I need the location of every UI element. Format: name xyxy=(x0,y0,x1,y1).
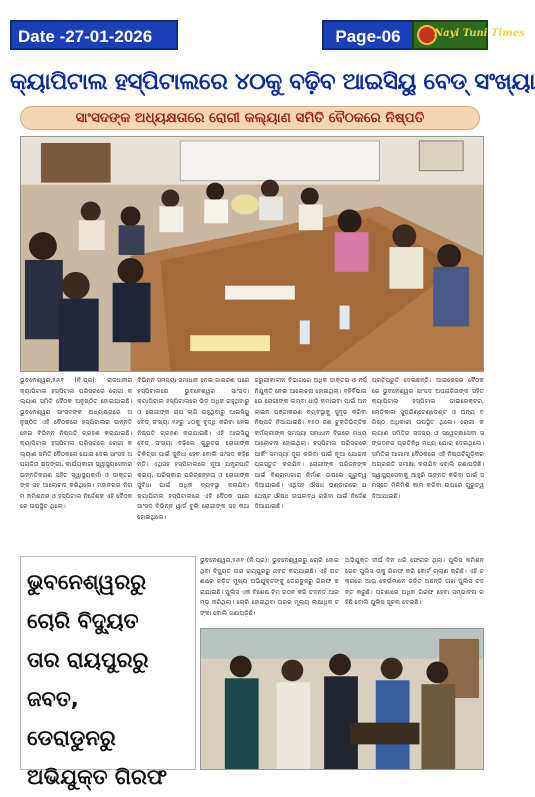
meeting-photo xyxy=(20,136,484,372)
article-column-1: ଭୁବନେଶ୍ୱର,୨୬ା୧ (ନି.ପ୍ର): ରାଜଧାନୀର କ୍ୟାପିଟାଲ ହସ୍ପିଟାଲ ପରିସରରେ ରୋଗୀ କଲ୍ୟାଣ ସମିତି ବୈଠକ ଅନୁଷ୍ଠିତ ହୋଇଯାଇଛି। ଭୁବନେଶ୍ୱର ସାଂସଦଙ୍କ ଅଧ୍ୟକ୍ଷତାରେ ଅନୁଷ୍ଠିତ ଏହି ବୈଠକରେ ହସ୍ପିଟାଲର ଉନ୍ନତି ନେଇ ବିଭିନ୍ନ ନିଷ୍ପତି ଗ୍ରହଣ କରାଯାଇଛି। କ୍ୟାପିଟାଲ ହସ୍ପିଟାଲ ପରିସରରେ ରୋଗୀ କଲ୍ୟାଣ ସମିତି ବୈଠକରେ ଯୋଗ ଦେଇ ସାଂସଦ ଅପରାଜିତା ଷଡ଼ଙ୍ଗୀ, କାର୍ଯ୍ୟକାରୀ ସ୍ୱାସ୍ଥ୍ୟସେବାର ଉନ୍ନତିକରଣ ସହିତ ସ୍ୱାସ୍ଥ୍ୟକର୍ମୀ ଓ ଡାକ୍ତରଙ୍କ ସହ ଆଲୋଚନା କରିଥିଲେ। ମହାନଗର ନିଗମ କମିଶନର ଓ ହସ୍ପିଟାଲ ନିର୍ଦ୍ଦେଶକ ଏହି ବୈଠକରେ ଉପସ୍ଥିତ ଥିଲେ। xyxy=(20,377,133,510)
second-headline-line-4: ଜବତ, xyxy=(27,687,79,711)
second-headline-line-2: ଚୋରି ବିଦ୍ୟୁତ xyxy=(27,609,139,633)
second-headline-line-5: ଡେରାଡୁନରୁ xyxy=(27,726,116,750)
article-column-4: ପ୍ରତିପ୍ରୁତି ଦେଇଛନ୍ତି। ଆଇକେସର ବୈଠକରେ ଭୁବନେଶ୍ୱର ସାଂସଦ ଅପରାଜିତାଙ୍କ ସହିତ କ୍ୟାପିଟାଲ ହସ୍ପିଟାଲ ଡାଇରେକ୍ଟର, ମେଡ଼ିକାଲ ସୁପରିଣ୍ଟେଣ୍ଡେଣ୍ଟ ଓ ଅନ୍ୟ ବରିଷ୍ଠ ଅଧିକାରୀ ଉପସ୍ଥିତ ଥିଲେ। ରୋଗୀ କଲ୍ୟାଣ ସମିତିର ସଦସ୍ୟ ଓ ସ୍ୱେଚ୍ଛାସେବୀ ସଙ୍ଗଠନର ପ୍ରତିନିଧି ମଧ୍ୟ ଯୋଗ ଦେଇଥିଲେ। ସମିତିର ଆଗାମୀ ବୈଠକରେ ଏହି ନିଷ୍ପତିଗୁଡ଼ିକର ଅଗ୍ରଗତି ସମୀକ୍ଷା କରାଯିବ ବୋଲି ଜଣାପଡ଼ିଛି। ସ୍ୱାସ୍ଥ୍ୟସେବାକୁ ଆହୁରି ଉନ୍ନତ କରିବା ପାଇଁ ସମସ୍ତେ ମିଳିମିଶି କାମ କରିବା ଉପରେ ଗୁରୁତ୍ୱ ଦିଆଯାଇଛି। xyxy=(371,377,484,500)
second-article-column-1: ଭୁବନେଶ୍ୱର,୨୬ା୧ (ନି.ପ୍ର): ଭୁବନେଶ୍ୱରରୁ ଚୋରି ହୋଇଥିବା ବିଦ୍ୟୁତ ତାର ରାୟପୁରରୁ ଜବତ କରାଯାଇଛି। ଏହି ଘଟଣାରେ ଜଡ଼ିତ ମୁଖ୍ୟ ଅଭିଯୁକ୍ତଙ୍କୁ ଡେରାଡୁନରୁ ଗିରଫ କରାଯାଇଛି। ପୁଲିସ ଏକ ବିଶେଷ ଟିମ ଗଠନ କରି ତଦନ୍ତ ଆରମ୍ଭ କରିଥିଲା। ଚୋରି ହୋଇଥିବା ତାରର ମୂଲ୍ୟ ଲକ୍ଷାଧିକ ଟଙ୍କା ବୋଲି ଜଣାପଡ଼ିଛି। xyxy=(200,557,339,617)
article-column-3: ଜରୁରୀକାଳୀନ ବିଭାଗରେ ଅଧିକ ଡାକ୍ତର ଓ ନର୍ସ ନିଯୁକ୍ତି ନେଇ ଆଲୋଚନା ହୋଇଥିଲା। ବହିର୍ବିଭାଗରେ ରୋଗୀଙ୍କ ଲମ୍ବା ଧାଡ଼ି କମାଇବା ପାଇଁ ଅନଲାଇନ ପଞ୍ଜୀକରଣ ବ୍ୟବସ୍ଥାକୁ ସୁଦୃଢ଼ କରିବା ନିଷ୍ପତି ନିଆଯାଇଛି। ୧୫୦ ଜଣ ଚୁକ୍ତିଭିତ୍ତିକ କର୍ମଚାରୀଙ୍କ ସମସ୍ୟା ସମାଧାନ ଦିଗରେ ମଧ୍ୟ ଆଲୋଚନା ହୋଇଥିଲା। ହସ୍ପିଟାଲ ପରିସରରେ ପାର୍କିଂ ସମସ୍ୟା ଦୂର କରିବା ପାଇଁ ନୂଆ ଯୋଜନା ପ୍ରସ୍ତୁତ କରାଯିବ। ରୋଗୀଙ୍କ ପରିଜନଙ୍କ ପାଇଁ ବିଶ୍ରାମାଗାର ନିର୍ମାଣ ଉପରେ ଗୁରୁତ୍ୱ ଦିଆଯାଇଛି। ଏଥିସହ ଔଷଧ ଭଣ୍ଡାରରେ ଯଥେଷ୍ଟ ଔଷଧ ଉପଲବ୍ଧ ରଖିବା ପାଇଁ ନିର୍ଦ୍ଦେଶ ଦିଆଯାଇଛି। xyxy=(254,377,367,510)
arrest-photo xyxy=(200,628,484,770)
second-headline-line-3: ତାର ରାୟପୁରରୁ xyxy=(27,648,149,672)
main-article-body xyxy=(20,376,484,548)
newspaper-logo xyxy=(412,20,525,50)
date-label: Date -27-01-2026 xyxy=(10,20,178,50)
main-subheadline: ସାଂସଦଙ୍କ ଅଧ୍ୟକ୍ଷତାରେ ରୋଗୀ କଲ୍ୟାଣ ସମିତି ବୈଠକରେ ନିଷ୍ପତି xyxy=(20,106,480,130)
second-headline-line-6: ଅଭିଯୁକ୍ତ ଗିରଫ xyxy=(27,765,168,789)
masthead xyxy=(10,20,525,50)
second-article-body xyxy=(200,556,484,626)
second-article-column-2: ଅଭିଯୁକ୍ତ ଦୀର୍ଘ ଦିନ ଧରି ଫେରାର ଥିଲା। ପୁଲିସ କମିଶନରେଟ ପୁଲିସ ତାକୁ ଗିରଫ କରି କୋର୍ଟ ଚାଲାଣ କରିଛି। ଏହି ଚକ୍ରରେ ଆଉ କେଉଁମାନେ ଜଡ଼ିତ ଅଛନ୍ତି ତାହା ପୁଲିସ ତଦନ୍ତ କରୁଛି। ଘଟଣାରେ ଅଧିକ ଗିରଫ ହେବା ସମ୍ଭାବନା ରହିଛି ବୋଲି ପୁଲିସ ସୂଚନା ଦେଇଛି। xyxy=(345,557,484,606)
logo-text: Nayi Tuni Times xyxy=(434,28,525,39)
main-headline: କ୍ୟାପିଟାଲ ହସ୍ପିଟାଲରେ ୪୦କୁ ବଢ଼ିବ ଆଇସିୟୁ ବେଡ୍ ସଂଖ୍ୟା xyxy=(10,69,535,95)
page-number: Page-06 xyxy=(322,20,414,50)
second-story-headline-box xyxy=(20,556,196,789)
second-headline-line-1: ଭୁବନେଶ୍ୱରରୁ xyxy=(27,570,147,594)
article-column-2: ବିଭିନ୍ନ ସମସ୍ୟା ସମାଧାନ ନେଇ ଜାଗରଣ ପରେ ହସ୍ପିଟାଲରେ ଭୁବନେଶ୍ୱର ସାଂସଦ। କ୍ୟାପିଟାଲ ହସ୍ପିଟାଲରେ ଭିଡ଼ ଅଧିକ ରହୁଥିବାରୁ ଓ ରୋଗୀଙ୍କ ଚାପ ଲାଗି ରହୁଥିବାରୁ ଆଇସିୟୁ ବେଡ୍ ସଂଖ୍ୟା ୧୬ରୁ ୪୦କୁ ବୃଦ୍ଧି କରିବା ନେଇ ନିଷ୍ପତି ଗ୍ରହଣ କରାଯାଇଛି। ଏହି ଆଇସିୟୁ ବେଡ୍ ସଂଖ୍ୟା ବଢ଼ିଲେ ଗୁରୁତର ରୋଗୀଙ୍କ ଚିକିତ୍ସା ପାଇଁ ସୁବିଧା ହେବ ବୋଲି ସାଂସଦ କହିଛନ୍ତି। ଏଥିସହ ହସ୍ପିଟାଲରେ ନୂଆ ଯନ୍ତ୍ରପାତି କ୍ରୟ, ପରିଷ୍କାର ପରିଚ୍ଛନ୍ନତା ଓ ରୋଗୀଙ୍କ ସୁବିଧା ପାଇଁ ଅଧିକ ବ୍ୟବସ୍ଥା କରାଯିବ। କ୍ୟାପିଟାଲ ହସ୍ପିଟାଲରେ ଏହି ବୈଠକ ପରେ ସାଂସଦ ବିଭିନ୍ନ ୱାର୍ଡ ବୁଲି ରୋଗୀଙ୍କ ସହ କଥା ହୋଇଥିଲେ। xyxy=(137,377,250,521)
